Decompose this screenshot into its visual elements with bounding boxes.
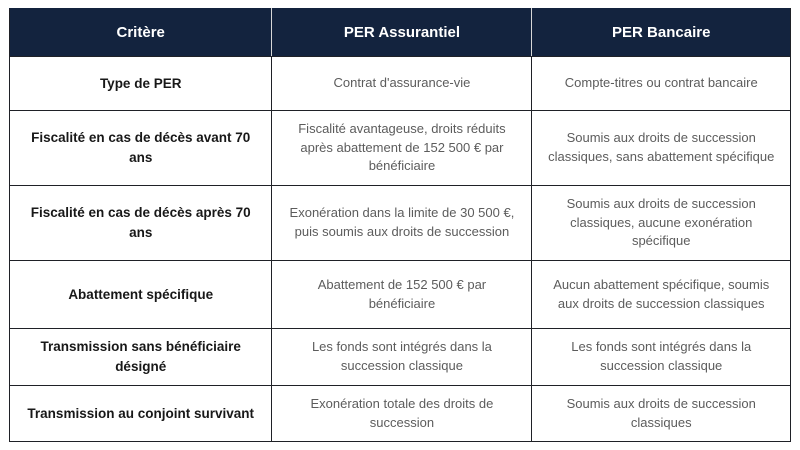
cell-bancaire: Soumis aux droits de succession classiques, sans abattement spécifique <box>532 111 791 186</box>
table-row <box>10 111 791 186</box>
cell-bancaire: Aucun abattement spécifique, soumis aux droits de succession classiques <box>532 261 791 329</box>
cell-assurantiel: Les fonds sont intégrés dans la succession classique <box>272 329 532 386</box>
per-comparison-table <box>9 8 791 442</box>
table-row <box>10 386 791 442</box>
column-header-per-assurantiel: PER Assurantiel <box>272 9 532 57</box>
row-criteria: Fiscalité en cas de décès après 70 ans <box>10 186 272 261</box>
table-row <box>10 261 791 329</box>
cell-bancaire: Soumis aux droits de succession classiques <box>532 386 791 442</box>
cell-assurantiel: Contrat d'assurance-vie <box>272 57 532 111</box>
row-criteria: Transmission au conjoint survivant <box>10 386 272 442</box>
cell-assurantiel: Exonération totale des droits de succession <box>272 386 532 442</box>
row-criteria: Fiscalité en cas de décès avant 70 ans <box>10 111 272 186</box>
row-criteria: Abattement spécifique <box>10 261 272 329</box>
table-row <box>10 186 791 261</box>
cell-bancaire: Compte-titres ou contrat bancaire <box>532 57 791 111</box>
row-criteria: Type de PER <box>10 57 272 111</box>
cell-assurantiel: Abattement de 152 500 € par bénéficiaire <box>272 261 532 329</box>
column-header-per-bancaire: PER Bancaire <box>532 9 791 57</box>
table-row <box>10 329 791 386</box>
cell-assurantiel: Fiscalité avantageuse, droits réduits après abattement de 152 500 € par bénéficiaire <box>272 111 532 186</box>
header-row <box>10 9 791 57</box>
column-header-criteria: Critère <box>10 9 272 57</box>
table-row <box>10 57 791 111</box>
cell-bancaire: Les fonds sont intégrés dans la succession classique <box>532 329 791 386</box>
cell-bancaire: Soumis aux droits de succession classiques, aucune exonération spécifique <box>532 186 791 261</box>
row-criteria: Transmission sans bénéficiaire désigné <box>10 329 272 386</box>
cell-assurantiel: Exonération dans la limite de 30 500 €, puis soumis aux droits de succession <box>272 186 532 261</box>
